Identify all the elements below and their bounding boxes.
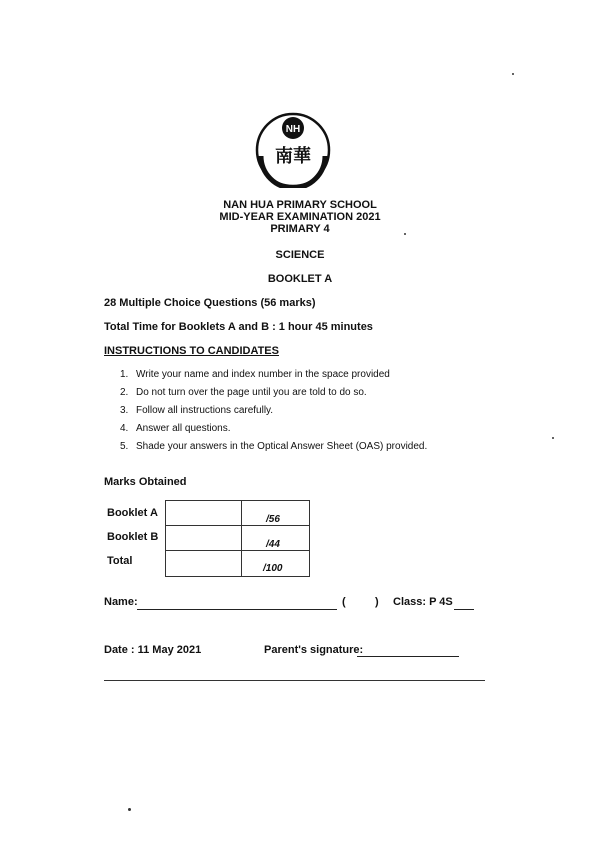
marks-heading: Marks Obtained xyxy=(104,476,187,488)
logo-monogram: NH xyxy=(285,124,301,135)
instruction-item: 4. Answer all questions. xyxy=(120,423,231,434)
booklet: BOOKLET A xyxy=(267,273,333,285)
divider xyxy=(104,680,485,681)
index-paren-open: ( xyxy=(342,596,346,608)
index-paren-close: ) xyxy=(375,596,379,608)
instruction-item: 5. Shade your answers in the Optical Answer Sheet (OAS) provided. xyxy=(120,441,428,452)
scan-speck xyxy=(552,437,554,439)
date-label: Date : 11 May 2021 xyxy=(104,644,202,656)
row-label-total: Total xyxy=(107,555,133,567)
logo-chinese-text: 南華 xyxy=(275,146,311,167)
row-label-booklet-b: Booklet B xyxy=(107,531,159,543)
name-field[interactable] xyxy=(137,609,337,610)
scan-speck xyxy=(404,233,406,235)
total-max: /100 xyxy=(263,563,283,574)
instructions-heading: INSTRUCTIONS TO CANDIDATES xyxy=(104,345,279,357)
questions-info: 28 Multiple Choice Questions (56 marks) xyxy=(104,297,316,309)
school-name: NAN HUA PRIMARY SCHOOL xyxy=(223,199,377,211)
exam-title: MID-YEAR EXAMINATION 2021 xyxy=(219,211,381,223)
class-label: Class: P 4S xyxy=(393,596,453,608)
booklet-b-max: /44 xyxy=(266,539,280,550)
instruction-item: 3. Follow all instructions carefully. xyxy=(120,405,274,416)
scan-speck xyxy=(128,808,131,811)
name-label: Name: xyxy=(104,596,138,608)
class-field[interactable] xyxy=(454,609,474,610)
booklet-a-max: /56 xyxy=(266,514,280,525)
signature-field[interactable] xyxy=(357,656,459,657)
subject: SCIENCE xyxy=(275,249,325,261)
instruction-item: 2. Do not turn over the page until you are told to do so. xyxy=(120,387,367,398)
level: PRIMARY 4 xyxy=(270,223,330,235)
row-label-booklet-a: Booklet A xyxy=(107,507,158,519)
school-logo xyxy=(255,112,331,188)
time-info: Total Time for Booklets A and B : 1 hour 45 minutes xyxy=(104,321,373,333)
marks-table xyxy=(165,500,310,577)
signature-label: Parent's signature: xyxy=(264,644,364,656)
scan-speck xyxy=(512,73,514,75)
instruction-item: 1. Write your name and index number in the space provided xyxy=(120,369,390,380)
